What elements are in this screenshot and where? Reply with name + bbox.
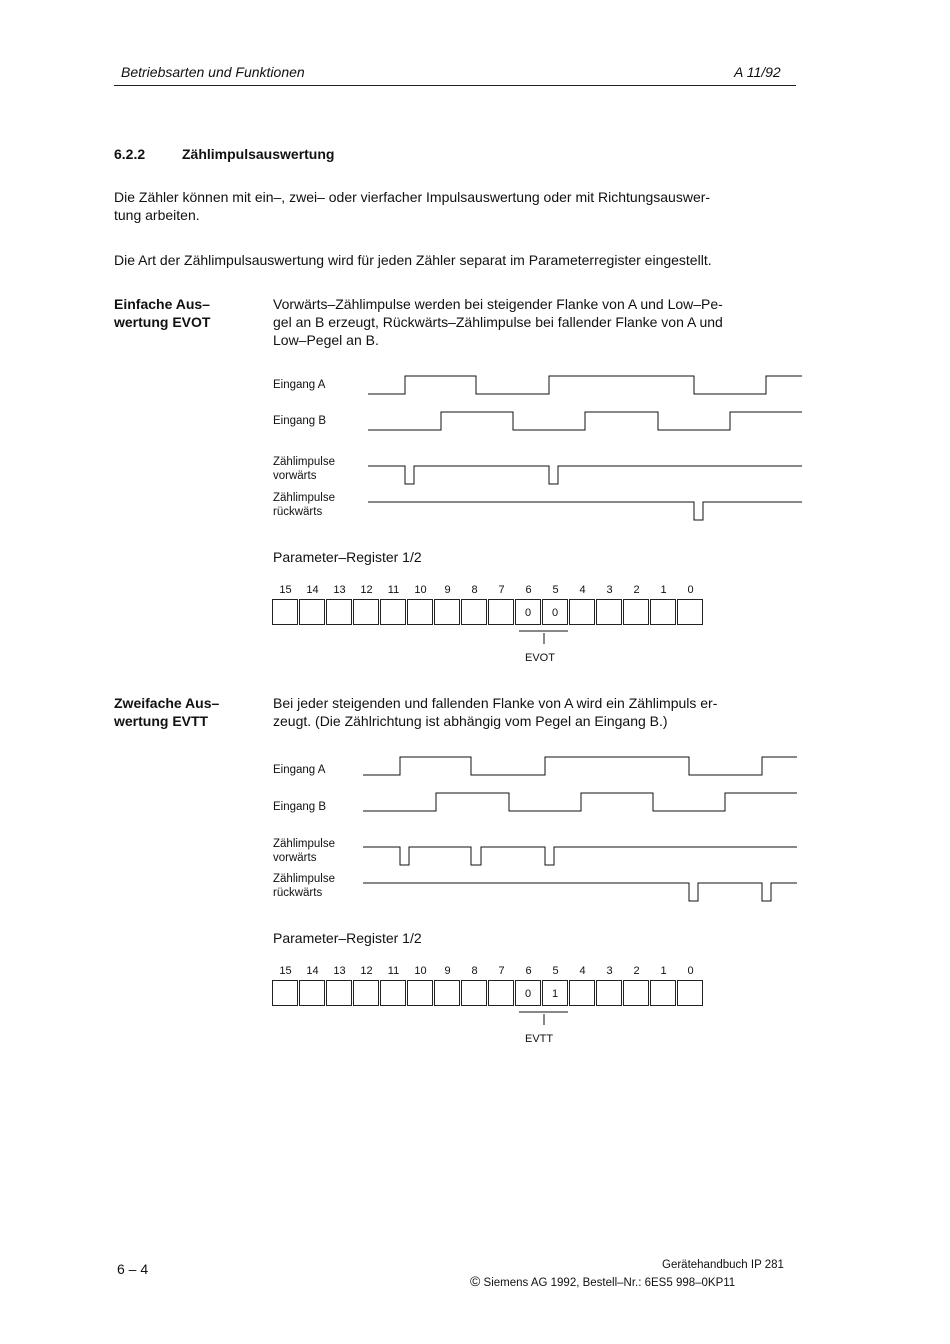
evot-bit-number: 5: [552, 584, 559, 596]
evot-bit-number: 9: [444, 584, 451, 596]
evot-bit-number: 10: [414, 584, 427, 596]
evtt-label-fwd-1: Zählimpulse: [273, 838, 335, 850]
evtt-bit-number: 6: [525, 965, 532, 977]
intro-line-2: tung arbeiten.: [114, 207, 200, 223]
footer-manual: Gerätehandbuch IP 281: [662, 1259, 784, 1271]
evot-bit-number: 6: [525, 584, 532, 596]
evot-side-line-2: wertung EVOT: [114, 314, 211, 330]
evot-bit-number: 0: [687, 584, 694, 596]
evot-label-fwd-1: Zählimpulse: [273, 456, 335, 468]
evot-bit-cell-6: 0: [515, 599, 541, 625]
evtt-bit-number: 10: [414, 965, 427, 977]
evot-bit-number: 14: [306, 584, 319, 596]
evtt-bit-number: 2: [633, 965, 640, 977]
footer-copyright-line: [470, 1273, 735, 1289]
evot-bit-number: 1: [660, 584, 667, 596]
intro2-paragraph: Die Art der Zählimpulsauswertung wird für jeden Zähler separat im Parameterregister eingestellt.: [114, 252, 712, 268]
evtt-bit-number: 7: [498, 965, 505, 977]
evot-side-line-1: Einfache Aus–: [114, 296, 210, 312]
evot-label-bwd-2: rückwärts: [273, 506, 323, 518]
evtt-bit-number: 12: [360, 965, 373, 977]
evtt-side-line-2: wertung EVTT: [114, 713, 209, 729]
evtt-bit-cell-5: 1: [542, 980, 568, 1006]
evot-bit-number: 2: [633, 584, 640, 596]
copyright-symbol: ©: [470, 1273, 481, 1289]
evtt-label-fwd-2: vorwärts: [273, 852, 317, 864]
page-number: 6 – 4: [117, 1261, 149, 1277]
evtt-bit-number: 0: [687, 965, 694, 977]
header-title: Betriebsarten und Funktionen: [121, 64, 305, 80]
evtt-bit-number: 8: [471, 965, 478, 977]
footer-copyright: Siemens AG 1992, Bestell–Nr.: 6ES5 998–0KP11: [483, 1277, 736, 1289]
evtt-bit-cell-6: 0: [515, 980, 541, 1006]
evot-bit-number: 4: [579, 584, 586, 596]
evtt-desc-line-1: Bei jeder steigenden und fallenden Flanke von A wird ein Zählimpuls er-: [273, 695, 718, 711]
evot-register-label: Parameter–Register 1/2: [273, 549, 422, 565]
evtt-bit-number: 5: [552, 965, 559, 977]
evot-label-a: Eingang A: [273, 379, 326, 391]
evot-bit-number: 12: [360, 584, 373, 596]
evot-bit-number: 7: [498, 584, 505, 596]
evot-label-b: Eingang B: [273, 415, 327, 427]
evtt-label-a: Eingang A: [273, 764, 326, 776]
evtt-bit-number: 9: [444, 965, 451, 977]
evtt-bit-number: 15: [279, 965, 292, 977]
evot-desc-line-3: Low–Pegel an B.: [273, 332, 379, 348]
evot-bit-number: 15: [279, 584, 292, 596]
evot-label-bwd-1: Zählimpulse: [273, 492, 335, 504]
evtt-side-line-1: Zweifache Aus–: [114, 695, 220, 711]
section-number: 6.2.2: [114, 146, 146, 162]
evot-desc-line-2: gel an B erzeugt, Rückwärts–Zählimpulse bei fallender Flanke von A und: [273, 314, 723, 330]
evtt-bit-number: 11: [387, 965, 400, 977]
evtt-bit-number: 1: [660, 965, 667, 977]
evot-bit-number: 8: [471, 584, 478, 596]
evtt-bit-number: 13: [333, 965, 346, 977]
section-title: Zählimpulsauswertung: [182, 146, 335, 162]
evot-label-fwd-2: vorwärts: [273, 470, 317, 482]
evtt-label-bwd-2: rückwärts: [273, 887, 323, 899]
evot-code: EVOT: [525, 652, 555, 664]
evot-desc-line-1: Vorwärts–Zählimpulse werden bei steigender Flanke von A und Low–Pe-: [273, 296, 723, 312]
evot-bit-number: 13: [333, 584, 346, 596]
evtt-code: EVTT: [525, 1033, 554, 1045]
evtt-desc-line-2: zeugt. (Die Zählrichtung ist abhängig vom Pegel an Eingang B.): [273, 713, 668, 729]
evtt-bit-number: 14: [306, 965, 319, 977]
evtt-bit-number: 4: [579, 965, 586, 977]
evtt-label-bwd-1: Zählimpulse: [273, 873, 335, 885]
intro-line-1: Die Zähler können mit ein–, zwei– oder vierfacher Impulsauswertung oder mit Richtungsauswer-: [114, 189, 711, 205]
header-version: A 11/92: [734, 64, 781, 80]
evtt-register-label: Parameter–Register 1/2: [273, 930, 422, 946]
evot-bit-cell-5: 0: [542, 599, 568, 625]
evot-bit-number: 11: [387, 584, 400, 596]
evtt-label-b: Eingang B: [273, 801, 327, 813]
evot-bit-number: 3: [606, 584, 613, 596]
evtt-bit-number: 3: [606, 965, 613, 977]
